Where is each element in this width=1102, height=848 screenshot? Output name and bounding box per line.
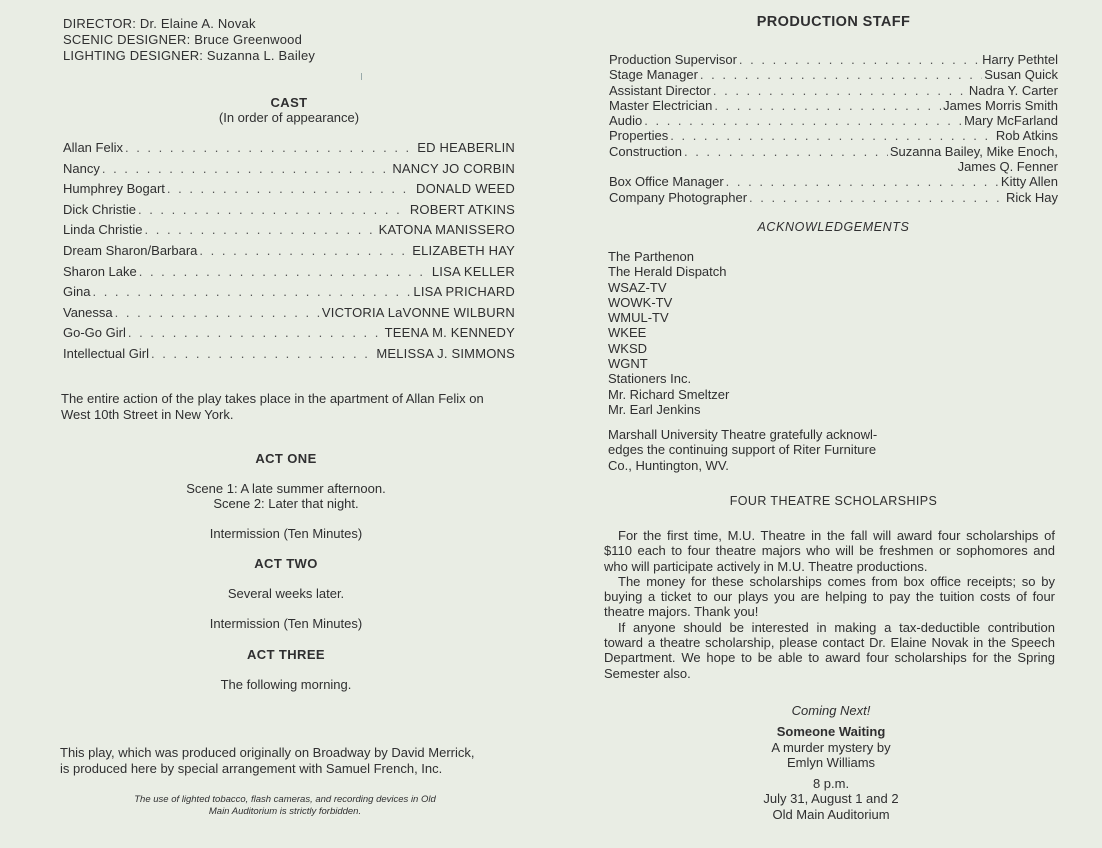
next-show-description: A murder mystery by [771, 739, 891, 755]
staff-role: Assistant Director [609, 82, 711, 98]
staff-name: Suzanna Bailey, Mike Enoch, [889, 143, 1058, 159]
cast-actor: TEENA M. KENNEDY [384, 325, 515, 341]
act-three-heading: ACT THREE [247, 647, 325, 662]
ack-item: Mr. Richard Smeltzer [608, 386, 730, 402]
staff-name-continued: James Q. Fenner [957, 159, 1058, 175]
staff-name: Mary McFarland [964, 113, 1058, 129]
ack-item: WSAZ-TV [608, 279, 667, 295]
cast-actor: LISA KELLER [431, 263, 515, 279]
cast-row [63, 325, 515, 346]
next-show-venue: Old Main Auditorium [772, 806, 890, 822]
cast-role: Vanessa [63, 304, 113, 320]
staff-role: Master Electrician [609, 97, 713, 113]
cast-row [63, 264, 515, 285]
scenic-designer-credit: SCENIC DESIGNER: Bruce Greenwood [63, 32, 303, 47]
leader-dots [128, 325, 383, 340]
staff-row [609, 98, 1058, 113]
ack-item: WKEE [608, 325, 647, 341]
leader-dots [167, 181, 414, 196]
act-two-heading: ACT TWO [254, 556, 318, 571]
riter-furniture-note [608, 427, 968, 473]
coming-next-block [701, 703, 961, 822]
scholarships-text [604, 528, 1055, 681]
acknowledgements-heading: ACKNOWLEDGEMENTS [757, 220, 910, 234]
leader-dots [726, 174, 999, 189]
ack-item: WKSD [608, 340, 647, 356]
ack-item: The Herald Dispatch [608, 264, 727, 280]
ack-item: WMUL-TV [608, 310, 669, 326]
production-note-line: This play, which was produced originally on Broadway by David Merrick, [60, 745, 475, 760]
intermission-two: Intermission (Ten Minutes) [209, 616, 363, 631]
cast-actor: NANCY JO CORBIN [392, 160, 515, 176]
leader-dots [102, 161, 390, 176]
leader-dots [125, 140, 415, 155]
cast-list [63, 140, 515, 367]
cast-row [63, 161, 515, 182]
leader-dots [714, 98, 941, 113]
acknowledgements-list [608, 249, 729, 417]
staff-name: Harry Pethtel [982, 52, 1058, 67]
act-two-description: Several weeks later. [227, 586, 345, 601]
scholarship-paragraph: For the first time, M.U. Theatre in the fall will award four scholarships of $110 each to four theatre majors who will be freshmen or sophomores and who will participate actively in M.U. Theatre productions. [604, 528, 1055, 574]
cast-row [63, 243, 515, 264]
cast-subheading: (In order of appearance) [218, 110, 360, 125]
cast-actor: ED HEABERLIN [417, 140, 515, 155]
leader-dots [92, 284, 411, 299]
cast-row [63, 284, 515, 305]
scene-two: Scene 2: Later that night. [213, 496, 359, 511]
staff-row [609, 52, 1058, 67]
cast-role: Go-Go Girl [63, 325, 126, 341]
cast-row [63, 202, 515, 223]
production-note-line: is produced here by special arrangement with Samuel French, Inc. [60, 761, 443, 776]
cast-row [63, 181, 515, 202]
riter-line: Marshall University Theatre gratefully acknowl- [608, 427, 878, 442]
staff-role: Construction [609, 143, 682, 159]
setting-paragraph: The entire action of the play takes place in the apartment of Allan Felix on West 10th Street in New York. [61, 391, 484, 422]
staff-name: Nadra Y. Carter [968, 82, 1058, 98]
binding-mark [361, 73, 362, 80]
leader-dots [684, 144, 888, 159]
staff-role: Company Photographer [609, 189, 748, 205]
production-staff-heading: PRODUCTION STAFF [756, 14, 911, 30]
cast-row [63, 305, 515, 326]
ack-item: Mr. Earl Jenkins [608, 401, 701, 417]
cast-role: Dick Christie [63, 201, 136, 217]
staff-role: Stage Manager [609, 67, 698, 83]
next-show-author: Emlyn Williams [786, 754, 876, 770]
scholarship-paragraph: The money for these scholarships comes from box office receipts; so by buying a ticket to our plays you are helping to pay the tuition costs of four theatre majors. Thank you! [604, 573, 1055, 620]
staff-name: Susan Quick [984, 67, 1058, 83]
lighting-designer-credit: LIGHTING DESIGNER: Suzanna L. Bailey [63, 48, 316, 63]
cast-heading: CAST [270, 95, 308, 110]
cast-row [63, 222, 515, 243]
ack-item: WGNT [608, 356, 648, 372]
staff-role: Production Supervisor [609, 52, 737, 67]
act-one-heading: ACT ONE [255, 451, 317, 466]
cast-role: Allan Felix [63, 140, 123, 155]
staff-row [609, 190, 1058, 205]
leader-dots [670, 128, 994, 143]
riter-line: Co., Huntington, WV. [608, 457, 729, 473]
staff-row [609, 128, 1058, 143]
warning-notice [90, 794, 480, 818]
ack-item: WOWK-TV [608, 294, 673, 310]
staff-row [609, 83, 1058, 98]
scholarships-heading: FOUR THEATRE SCHOLARSHIPS [729, 494, 938, 508]
cast-actor: VICTORIA LaVONNE WILBURN [321, 304, 515, 320]
leader-dots [713, 83, 967, 98]
cast-role: Sharon Lake [63, 263, 137, 279]
warning-line: Main Auditorium is strictly forbidden. [208, 806, 362, 817]
leader-dots [145, 222, 377, 237]
warning-line: The use of lighted tobacco, flash cameras, and recording devices in Old [134, 794, 436, 805]
staff-name: James Morris Smith [943, 97, 1058, 113]
scholarship-paragraph: If anyone should be interested in making a tax-deductible contribution toward a theatre scholarship, please contact Dr. Elaine Novak in the Speech Department. We hope to be able to award four scholarships for the Spring Semester also. [604, 619, 1055, 681]
cast-role: Linda Christie [63, 222, 143, 238]
ack-item: The Parthenon [608, 249, 695, 264]
staff-role: Box Office Manager [609, 174, 724, 190]
staff-row [609, 144, 1058, 159]
staff-list [609, 52, 1058, 205]
staff-name: Kitty Allen [1000, 174, 1058, 190]
cast-actor: ROBERT ATKINS [409, 201, 515, 217]
cast-row [63, 346, 515, 367]
cast-role: Intellectual Girl [63, 345, 149, 361]
staff-name: Rob Atkins [995, 128, 1058, 144]
next-show-title: Someone Waiting [776, 724, 886, 740]
leader-dots [199, 243, 410, 258]
cast-actor: ELIZABETH HAY [412, 242, 515, 258]
riter-line: edges the continuing support of Riter Furniture [608, 442, 877, 458]
staff-row [609, 113, 1058, 128]
intermission-one: Intermission (Ten Minutes) [209, 526, 363, 541]
leader-dots [700, 67, 982, 82]
cast-role: Dream Sharon/Barbara [63, 242, 198, 258]
credits-block [63, 16, 315, 64]
cast-row [63, 140, 515, 161]
leader-dots [151, 346, 374, 361]
cast-actor: KATONA MANISSERO [378, 222, 515, 238]
staff-row [609, 174, 1058, 189]
leader-dots [749, 190, 1004, 205]
leader-dots [138, 202, 408, 217]
leader-dots [739, 52, 980, 67]
staff-role: Audio [609, 113, 643, 129]
cast-role: Nancy [63, 160, 100, 176]
staff-role: Properties [609, 128, 669, 144]
staff-name: Rick Hay [1005, 189, 1058, 205]
next-show-time: 8 p.m. [812, 776, 850, 792]
leader-dots [644, 113, 962, 128]
scene-one: Scene 1: A late summer afternoon. [186, 481, 386, 496]
cast-actor: MELISSA J. SIMMONS [376, 345, 515, 361]
coming-next-label: Coming Next! [791, 703, 871, 718]
cast-role: Gina [63, 284, 91, 300]
next-show-dates: July 31, August 1 and 2 [763, 791, 899, 807]
cast-actor: DONALD WEED [416, 181, 515, 197]
production-note [60, 745, 530, 777]
ack-item: Stationers Inc. [608, 371, 692, 387]
director-credit: DIRECTOR: Dr. Elaine A. Novak [63, 16, 256, 31]
act-three-description: The following morning. [220, 677, 352, 692]
cast-actor: LISA PRICHARD [413, 284, 515, 300]
staff-row [609, 67, 1058, 82]
leader-dots [115, 305, 320, 320]
leader-dots [139, 264, 430, 279]
cast-role: Humphrey Bogart [63, 181, 165, 197]
right-page [551, 0, 1102, 848]
